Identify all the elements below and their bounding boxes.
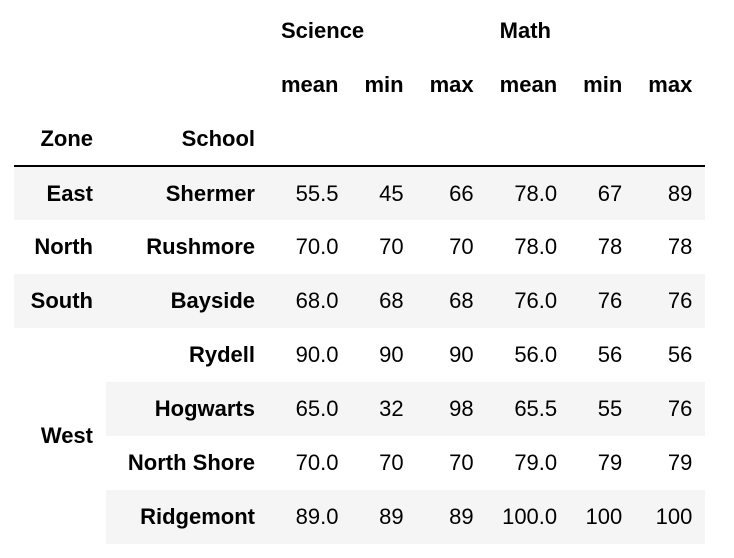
math-max-cell: 76 — [635, 382, 705, 436]
math-max-cell: 78 — [667, 234, 693, 259]
science-mean-cell: 70.0 — [295, 234, 339, 259]
science-max-cell: 68 — [417, 274, 487, 328]
math-max-cell: 89 — [635, 166, 705, 220]
grouped-stats-table — [14, 4, 705, 544]
header-blank-cell — [570, 112, 635, 166]
table-body — [14, 166, 705, 544]
science-min-cell: 32 — [351, 382, 416, 436]
dataframe-container — [14, 4, 705, 544]
science-mean-cell: 68.0 — [268, 274, 351, 328]
science-min-cell: 90 — [379, 342, 404, 367]
science-max-cell: 89 — [417, 490, 487, 544]
header-blank-cell — [417, 112, 487, 166]
header-stat-math-mean: mean — [499, 72, 558, 97]
header-blank-cell — [106, 4, 268, 58]
school-cell: Ridgemont — [106, 490, 268, 544]
math-min-cell: 56 — [597, 342, 623, 367]
header-stat-math-max: max — [648, 72, 693, 97]
science-mean-cell: 65.0 — [268, 382, 351, 436]
table-header — [14, 4, 705, 166]
school-cell: Rydell — [188, 342, 255, 367]
math-mean-cell: 76.0 — [487, 274, 570, 328]
school-cell: Rushmore — [146, 234, 255, 259]
science-mean-cell: 70.0 — [295, 450, 339, 475]
header-row-stats — [14, 58, 705, 112]
math-min-cell: 67 — [570, 166, 635, 220]
math-mean-cell: 78.0 — [514, 234, 558, 259]
index-name-school: School — [106, 112, 268, 166]
math-min-cell: 55 — [570, 382, 635, 436]
header-blank-cell — [14, 4, 106, 58]
math-mean-cell: 65.5 — [487, 382, 570, 436]
science-min-cell: 70 — [379, 450, 404, 475]
header-group-science: Science — [281, 18, 365, 43]
science-mean-cell: 55.5 — [268, 166, 351, 220]
school-cell: Hogwarts — [106, 382, 268, 436]
science-min-cell: 45 — [351, 166, 416, 220]
header-row-index-names — [14, 112, 705, 166]
header-blank-cell — [106, 58, 268, 112]
header-stat-science-max: max — [429, 72, 474, 97]
school-cell: Shermer — [106, 166, 268, 220]
zone-cell: South — [14, 274, 106, 328]
science-min-cell: 89 — [351, 490, 416, 544]
math-mean-cell: 100.0 — [487, 490, 570, 544]
header-stat-science-min: min — [364, 72, 404, 97]
table-row — [14, 220, 705, 274]
science-mean-cell: 89.0 — [268, 490, 351, 544]
table-row — [14, 274, 705, 328]
math-min-cell: 78 — [597, 234, 623, 259]
zone-cell: East — [14, 166, 106, 220]
science-min-cell: 70 — [379, 234, 404, 259]
header-blank-cell — [635, 112, 705, 166]
zone-cell: West — [14, 328, 106, 544]
math-min-cell: 76 — [570, 274, 635, 328]
school-cell: North Shore — [127, 450, 255, 475]
header-row-groups — [14, 4, 705, 58]
table-row — [14, 382, 705, 436]
header-blank-cell — [268, 112, 351, 166]
header-blank-cell — [487, 112, 570, 166]
header-stat-math-min: min — [583, 72, 623, 97]
table-row — [14, 166, 705, 220]
index-name-zone: Zone — [14, 112, 106, 166]
science-max-cell: 98 — [417, 382, 487, 436]
math-max-cell: 76 — [635, 274, 705, 328]
math-max-cell: 100 — [635, 490, 705, 544]
science-min-cell: 68 — [351, 274, 416, 328]
table-row — [14, 328, 705, 382]
header-blank-cell — [14, 58, 106, 112]
school-cell: Bayside — [106, 274, 268, 328]
math-mean-cell: 78.0 — [487, 166, 570, 220]
math-max-cell: 56 — [667, 342, 693, 367]
math-max-cell: 79 — [667, 450, 693, 475]
science-mean-cell: 90.0 — [295, 342, 339, 367]
math-min-cell: 79 — [597, 450, 623, 475]
zone-cell: North — [14, 220, 106, 274]
math-min-cell: 100 — [570, 490, 635, 544]
science-max-cell: 90 — [449, 342, 474, 367]
science-max-cell: 70 — [449, 234, 474, 259]
science-max-cell: 66 — [417, 166, 487, 220]
table-row — [14, 490, 705, 544]
header-blank-cell — [351, 112, 416, 166]
math-mean-cell: 79.0 — [514, 450, 558, 475]
header-group-math: Math — [499, 18, 551, 43]
science-max-cell: 70 — [449, 450, 474, 475]
math-mean-cell: 56.0 — [514, 342, 558, 367]
table-row — [14, 436, 705, 490]
header-stat-science-mean: mean — [281, 72, 339, 97]
